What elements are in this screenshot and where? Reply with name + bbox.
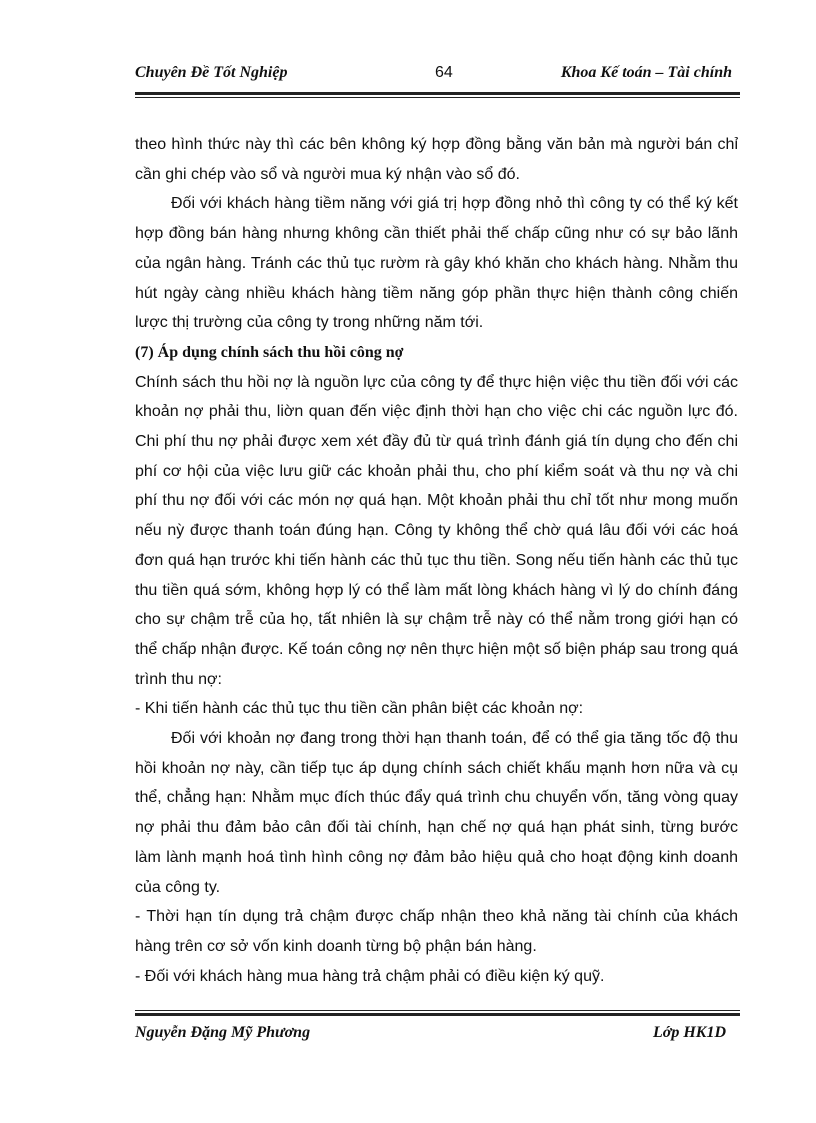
paragraph-potential-customers: Đối với khách hàng tiềm năng với giá trị hợp đồng nhỏ thì công ty có thể ký kết hợp đồng bán hàng nhưng không cần thiết phải thế chấp cũng như có sự bảo lãnh của ngân hàng. Tránh các thủ tục rườm rà gây khó khăn cho khách hàng. Nhằm thu hút ngày càng nhiều khách hàng tiềm năng góp phần thực hiện thành công chiến lược thị trường của công ty trong những năm tới. bbox=[135, 195, 738, 332]
bullet-classify-debts: - Khi tiến hành các thủ tục thu tiền cần phân biệt các khoản nợ: bbox=[135, 700, 584, 718]
header-department: Khoa Kế toán – Tài chính bbox=[560, 64, 732, 81]
footer-divider bbox=[135, 1010, 740, 1016]
footer-class: Lớp HK1D bbox=[652, 1024, 726, 1041]
header-divider bbox=[135, 92, 740, 98]
footer-author: Nguyễn Đặng Mỹ Phương bbox=[135, 1024, 311, 1041]
document-body bbox=[135, 130, 738, 991]
bullet-deposit: - Đối với khách hàng mua hàng trả chậm phải có điều kiện ký quỹ. bbox=[135, 967, 605, 985]
paragraph-current-debts: Đối với khoản nợ đang trong thời hạn thanh toán, để có thể gia tăng tốc độ thu hồi khoản nợ này, cần tiếp tục áp dụng chính sách chiết khấu mạnh hơn nữa và cụ thể, chẳng hạn: Nhằm mục đích thúc đẩy quá trình chu chuyển vốn, tăng vòng quay nợ phải thu đảm bảo cân đối tài chính, hạn chế nợ quá hạn phát sinh, từng bước làm lành mạnh hoá tình hình công nợ đảm bảo hiệu quả cho hoạt động kinh doanh của công ty. bbox=[135, 730, 738, 896]
page-number: 64 bbox=[435, 64, 453, 81]
page-footer bbox=[135, 1024, 740, 1048]
bullet-credit-term: - Thời hạn tín dụng trả chậm được chấp nhận theo khả năng tài chính của khách hàng trên cơ sở vốn kinh doanh từng bộ phận bán hàng. bbox=[135, 908, 738, 955]
page-header bbox=[135, 62, 740, 86]
paragraph-debt-policy: Chính sách thu hồi nợ là nguồn lực của công ty để thực hiện việc thu tiền đối với các khoản nợ phải thu, liờn quan đến việc định thời hạn cho việc chi các nguồn lực đó. Chi phí thu nợ phải được xem xét đầy đủ từ quá trình đánh giá tín dụng cho đến chi phí cơ hội của việc lưu giữ các khoản phải thu, cho phí kiểm soát và thu nợ và chi phí thu nợ đối với các món nợ quá hạn. Một khoản phải thu chỉ tốt như mong muốn nếu nỳ được thanh toán đúng hạn. Công ty không thể chờ quá lâu đối với các hoá đơn quá hạn trước khi tiến hành các thủ tục thu tiền. Song nếu tiến hành các thủ tục thu tiền quá sớm, không hợp lý có thể làm mất lòng khách hàng vì lý do chính đáng cho sự chậm trễ của họ, tất nhiên là sự chậm trễ này có thể nằm trong giới hạn có thể chấp nhận được. Kế toán công nợ nên thực hiện một số biện pháp sau trong quá trình thu nợ: bbox=[135, 373, 738, 688]
paragraph-continuation: theo hình thức này thì các bên không ký hợp đồng bằng văn bản mà người bán chỉ cần ghi chép vào sổ và người mua ký nhận vào sổ đó. bbox=[135, 136, 738, 183]
section-heading: (7) Áp dụng chính sách thu hồi công nợ bbox=[135, 343, 404, 361]
header-title: Chuyên Đề Tốt Nghiệp bbox=[135, 64, 288, 81]
